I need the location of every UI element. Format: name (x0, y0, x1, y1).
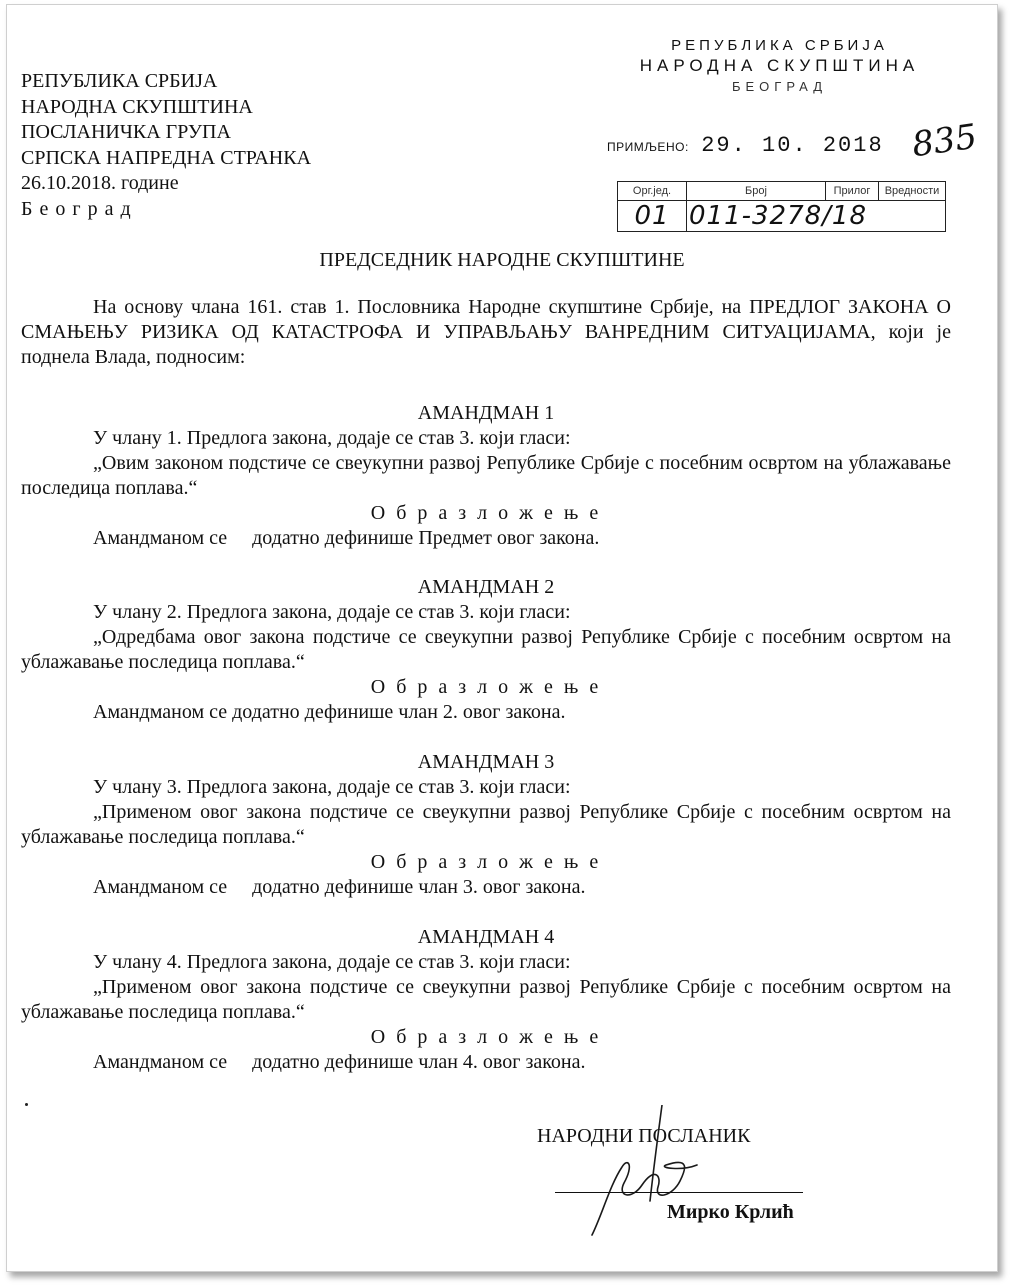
handwritten-number: 835 (909, 116, 980, 166)
amendment-text: „Применом овог закона подстиче се свеукупни развој Републике Србије с посебним освртом на ублажавање последица поплава.“ (21, 801, 951, 848)
sender-line: РЕПУБЛИКА СРБИЈА (21, 70, 218, 92)
amendment-article: У члану 2. Предлога закона, додаје се став 3. који гласи: (93, 601, 571, 623)
document-page (6, 4, 998, 1272)
amendment-1 (21, 401, 951, 551)
stamp-line-1: РЕПУБЛИКА СРБИЈА (671, 37, 888, 54)
sender-city: Б е о г р а д (21, 197, 132, 220)
amendment-text: „Применом овог закона подстиче се свеукупни развој Републике Србије с посебним освртом на ублажавање последица поплава.“ (21, 976, 951, 1023)
explanation-heading: О б р а з л о ж е њ е (370, 502, 602, 524)
amendment-explanation: Амандманом се додатно дефинише члан 4. овог закона. (93, 1051, 586, 1073)
registry-number: 011-3278/18 (687, 201, 946, 232)
handwritten-signature (562, 1105, 762, 1245)
amendment-2 (21, 575, 951, 725)
signatory-name: Мирко Крлић (667, 1201, 794, 1223)
amendment-3 (21, 750, 951, 900)
received-label: ПРИМЉЕНО: (607, 140, 689, 154)
amendment-explanation: Амандманом се додатно дефинише Предмет овог закона. (93, 527, 600, 549)
stamp-line-3: БЕОГРАД (731, 79, 828, 94)
stamp-line-2: НАРОДНА СКУПШТИНА (639, 56, 920, 75)
received-date: 29. 10. 2018 (701, 133, 884, 158)
received-stamp (607, 37, 952, 94)
signature-line (555, 1192, 803, 1193)
amendment-article: У члану 4. Предлога закона, додаје се став 3. који гласи: (93, 951, 571, 973)
registry-header: Орг.јед. (618, 182, 687, 201)
amendment-heading: АМАНДМАН 3 (417, 751, 555, 773)
amendment-explanation: Амандманом се додатно дефинише члан 2. овог закона. (93, 701, 566, 723)
registry-header: Број (687, 182, 826, 201)
amendment-heading: АМАНДМАН 1 (417, 402, 555, 424)
explanation-heading: О б р а з л о ж е њ е (370, 851, 602, 873)
sender-line: ПОСЛАНИЧКА ГРУПА (21, 121, 231, 143)
amendment-heading: АМАНДМАН 4 (417, 926, 555, 948)
document-title: ПРЕДСЕДНИК НАРОДНЕ СКУПШТИНЕ (319, 249, 685, 271)
amendment-text: „Одредбама овог закона подстиче се свеукупни развој Републике Србије с посебним освртом на ублажавање последица поплава.“ (21, 626, 951, 673)
amendment-article: У члану 1. Предлога закона, додаје се став 3. који гласи: (93, 427, 571, 449)
explanation-heading: О б р а з л о ж е њ е (370, 676, 602, 698)
amendment-heading: АМАНДМАН 2 (417, 576, 555, 598)
registry-header: Вредности (879, 182, 946, 201)
sender-date: 26.10.2018. године (21, 172, 179, 194)
registry-org-unit: 01 (618, 201, 687, 232)
signature-title: НАРОДНИ ПОСЛАНИК (537, 1125, 751, 1147)
amendment-article: У члану 3. Предлога закона, додаје се став 3. који гласи: (93, 776, 571, 798)
sender-block (21, 69, 311, 222)
intro-paragraph: На основу члана 161. став 1. Пословника Народне скупштине Србије, на ПРЕДЛОГ ЗАКОНА О СМАЊЕЊУ РИЗИКА ОД КАТАСТРОФА И УПРАВЉАЊУ ВАНРЕДНИМ СИТУАЦИЈАМА, који је поднела Влада, подносим: (21, 296, 951, 368)
stray-dot (25, 1103, 28, 1106)
explanation-heading: О б р а з л о ж е њ е (370, 1026, 602, 1048)
registry-header: Прилог (826, 182, 879, 201)
received-date-row (607, 133, 884, 158)
sender-line: СРПСКА НАПРЕДНА СТРАНКА (21, 146, 312, 169)
sender-line: НАРОДНА СКУПШТИНА (21, 95, 253, 118)
amendment-text: „Овим законом подстиче се свеукупни развој Републике Србије с посебним освртом на ублажавање последица поплава.“ (21, 452, 951, 499)
amendment-4 (21, 925, 951, 1075)
amendment-explanation: Амандманом се додатно дефинише члан 3. овог закона. (93, 876, 586, 898)
registry-table (617, 181, 946, 232)
